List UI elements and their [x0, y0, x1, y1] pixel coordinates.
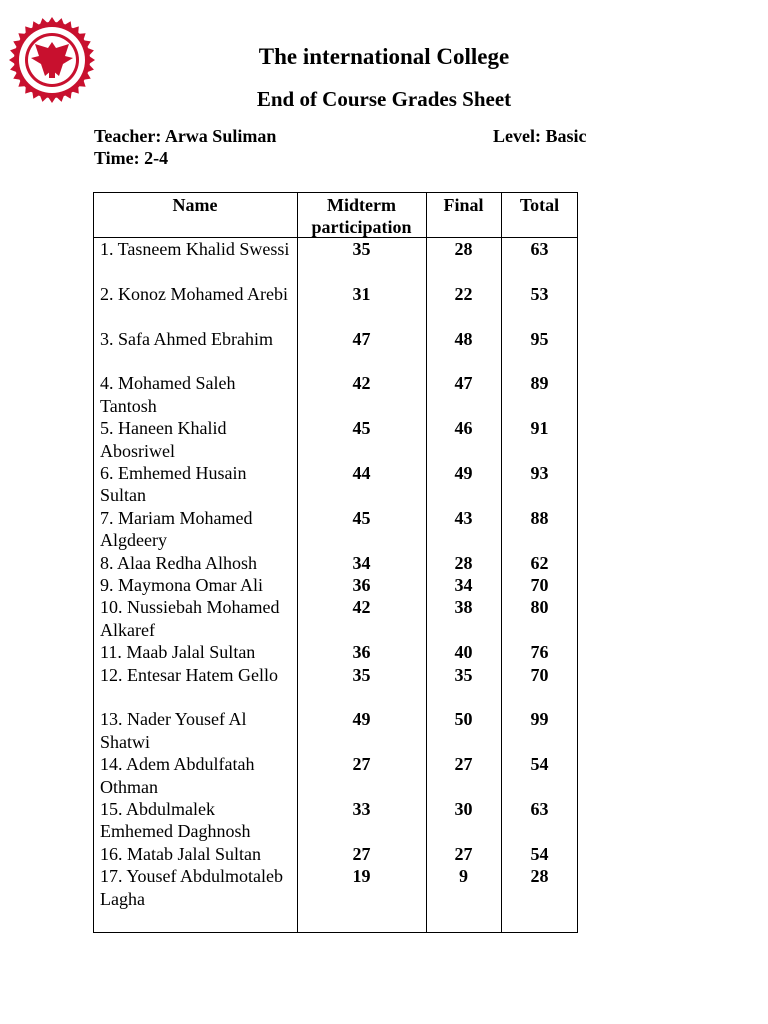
- page-title: The international College: [258, 44, 510, 69]
- midterm-score: 34: [352, 552, 371, 573]
- column-header-final: Final: [443, 195, 484, 215]
- midterm-score: 45: [352, 418, 371, 439]
- student-name: 14. Adem Abdulfatah Othman: [100, 754, 255, 797]
- student-name: 10. Nussiebah Mohamed Alkaref: [100, 597, 280, 640]
- midterm-score: 44: [352, 462, 371, 483]
- total-score: 89: [530, 373, 549, 394]
- table-row: [93, 708, 578, 753]
- total-score: 54: [530, 754, 549, 775]
- table-row: [93, 596, 578, 641]
- student-name: 3. Safa Ahmed Ebrahim: [100, 328, 273, 349]
- final-score: 27: [454, 754, 473, 775]
- total-score: 80: [530, 597, 549, 618]
- teacher-label: Teacher: Arwa Suliman: [94, 126, 277, 146]
- student-name: 15. Abdulmalek Emhemed Daghnosh: [100, 798, 251, 842]
- student-name: 11. Maab Jalal Sultan: [100, 642, 256, 663]
- table-body: [93, 238, 578, 910]
- midterm-score: 31: [352, 283, 371, 304]
- final-score: 27: [454, 843, 473, 864]
- total-score: 95: [530, 328, 549, 349]
- final-score: 22: [454, 283, 473, 304]
- midterm-score: 19: [352, 866, 371, 887]
- level-label: Level: Basic: [493, 126, 587, 146]
- final-score: 28: [454, 552, 473, 573]
- total-score: 63: [530, 798, 549, 819]
- midterm-score: 42: [352, 373, 371, 394]
- total-score: 53: [530, 283, 549, 304]
- table-row: [93, 798, 578, 843]
- final-score: 47: [454, 373, 473, 394]
- midterm-score: 27: [352, 843, 371, 864]
- final-score: 43: [454, 507, 473, 528]
- student-name: 5. Haneen Khalid Abosriwel: [100, 418, 227, 461]
- total-score: 93: [530, 462, 549, 483]
- midterm-score: 49: [352, 709, 371, 730]
- midterm-score: 36: [352, 642, 371, 663]
- final-score: 50: [454, 709, 473, 730]
- student-name: 8. Alaa Redha Alhosh: [100, 552, 257, 573]
- table-row: [93, 283, 578, 328]
- table-row: [93, 372, 578, 417]
- total-score: 63: [530, 239, 549, 259]
- student-name: 2. Konoz Mohamed Arebi: [100, 283, 288, 304]
- final-score: 28: [454, 239, 473, 259]
- table-row: [93, 507, 578, 552]
- total-score: 99: [530, 709, 549, 730]
- total-score: 91: [530, 418, 549, 439]
- total-score: 70: [530, 574, 549, 595]
- student-name: 1. Tasneem Khalid Swessi: [100, 239, 290, 259]
- table-row: [93, 417, 578, 462]
- column-header-name: Name: [172, 195, 218, 215]
- student-name: 9. Maymona Omar Ali: [100, 574, 263, 595]
- column-header-total: Total: [519, 195, 560, 215]
- table-row: [93, 574, 578, 596]
- total-score: 28: [530, 866, 549, 887]
- table-row: [93, 462, 578, 507]
- table-row: [93, 753, 578, 798]
- midterm-score: 27: [352, 754, 371, 775]
- midterm-score: 45: [352, 507, 371, 528]
- student-name: 12. Entesar Hatem Gello: [100, 664, 278, 685]
- table-row: [93, 552, 578, 574]
- student-name: 6. Emhemed Husain Sultan: [100, 462, 247, 506]
- final-score: 46: [454, 418, 473, 439]
- midterm-score: 47: [352, 328, 371, 349]
- table-row: [93, 238, 578, 283]
- total-score: 62: [530, 552, 549, 573]
- midterm-score: 33: [352, 798, 371, 819]
- grades-table: [93, 192, 578, 933]
- total-score: 54: [530, 843, 549, 864]
- midterm-score: 42: [352, 597, 371, 618]
- final-score: 38: [454, 597, 473, 618]
- student-name: 7. Mariam Mohamed Algdeery: [100, 507, 253, 551]
- final-score: 35: [454, 664, 473, 685]
- total-score: 70: [530, 664, 549, 685]
- final-score: 49: [454, 462, 473, 483]
- column-header-midterm: Midterm participation: [311, 195, 412, 237]
- table-row: [93, 328, 578, 373]
- final-score: 40: [454, 642, 473, 663]
- total-score: 88: [530, 507, 549, 528]
- final-score: 30: [454, 798, 473, 819]
- student-name: 4. Mohamed Saleh Tantosh: [100, 373, 236, 416]
- total-score: 76: [530, 642, 549, 663]
- table-row: [93, 664, 578, 709]
- table-row: [93, 865, 578, 910]
- student-name: 13. Nader Yousef Al Shatwi: [100, 709, 247, 752]
- final-score: 9: [459, 866, 468, 887]
- final-score: 34: [454, 574, 473, 595]
- page-subtitle: End of Course Grades Sheet: [256, 87, 512, 111]
- student-name: 16. Matab Jalal Sultan: [100, 843, 261, 864]
- table-row: [93, 641, 578, 663]
- midterm-score: 36: [352, 574, 371, 595]
- table-row: [93, 843, 578, 865]
- midterm-score: 35: [352, 664, 371, 685]
- student-name: 17. Yousef Abdulmotaleb Lagha: [100, 866, 284, 909]
- time-label: Time: 2-4: [94, 148, 169, 168]
- midterm-score: 35: [352, 239, 371, 259]
- final-score: 48: [454, 328, 473, 349]
